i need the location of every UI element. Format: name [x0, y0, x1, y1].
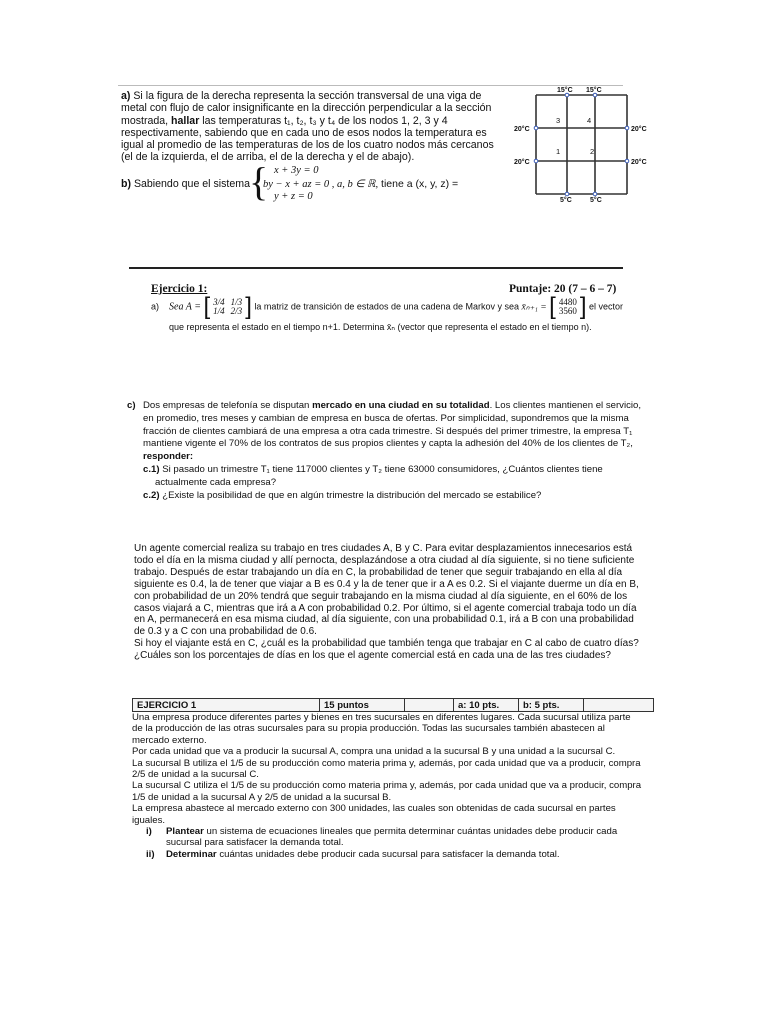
agente-problem: Un agente comercial realiza su trabajo en tres ciudades A, B y C. Para evitar desplazamientos innecesarios está todo el día en la misma ciudad y allí pernocta, desplazándose a otra ciudad al día siguiente, si no tiene suficiente trabajo. Después de estar trabajando un día en C, la probabilidad de tener que seguir trabajando en ella al día siguiente es 0.4, la de tener que viajar a B es 0.4 y la de tener que ir a A es 0.2. Si el viajante duerme un día en B, con probabilidad de un 20% tendrá que seguir trabajando en la misma ciudad al día siguiente, en el 60% de los casos viajará a C, mientras que irá a A con probabilidad 0.2. Por último, si el agente comercial trabaja todo un día en A, permanecerá en esa misma ciudad, al día siguiente, con una probabilidad 0.1, irá a B con una probabilidad de 0.3 y a C con una probabilidad de 0.6. Si hoy el viajante está en C, ¿cuál es la probabilidad que también tenga que trabajar en C al cabo de cuatro días? ¿Cuáles son los porcentajes de días en los que el agente comercial está en cada una de las tres ciudades?: [134, 543, 639, 662]
header-cell: [584, 699, 654, 712]
grid-left-temp-2: 20°C: [514, 159, 530, 166]
node-4: 4: [587, 116, 592, 125]
grid-left-temp-1: 20°C: [514, 126, 530, 133]
grid-top-temp-1: 15°C: [557, 87, 573, 94]
ejercicio-1-title: Ejercicio 1:: [151, 283, 208, 295]
matrix-a: [ 3/4 1/3 1/4 2/3 ]: [203, 293, 252, 320]
grid-top-temp-2: 15°C: [586, 87, 602, 94]
header-cell: 15 puntos: [320, 699, 405, 712]
section-b: b) Sabiendo que el sistema { x + 3y = 0 by − x + az = 0 , a, b ∈ ℝ, tiene a (x, y, z) = y + z = 0: [121, 159, 459, 204]
ejercicio-1a-line2: que representa el estado en el tiempo n+1. Determina x̄ₙ (vector que representa el estado en el tiempo n).: [169, 322, 592, 332]
grid-right-temp-2: 20°C: [631, 159, 647, 166]
system-eq-3: y + z = 0: [274, 191, 313, 202]
puntaje: Puntaje: 20 (7 – 6 – 7): [509, 283, 617, 295]
ejercicio-1b-text: Una empresa produce diferentes partes y bienes en tres sucursales en diferentes lugares. Cada sucursal utiliza parte de la producción de las otras sucursales para su propia producción. Todas las sucursales también abastecen al mercado externo. Por cada unidad que va a producir la sucursal A, compra una unidad a la sucursal B y una unidad a la sucursal C. La sucursal B utiliza el 1/5 de su producción como materia prima y, además, por cada unidad que va a producir, compra 2/5 de unidad a la sucursal C. La sucursal C utiliza el 1/5 de su producción como materia prima y, además, por cada unidad que va a producir, compra 1/5 de unidad a la sucursal A y 2/5 de unidad a la sucursal B. La empresa abastece al mercado externo con 300 unidades, las cuales son obtenidas de cada sucursal en partes iguales. i) Plantear un sistema de ecuaciones lineales que permita determinar cuántas unidades debe producir cada sucursal para satisfacer la demanda total. ii) Determinar cuántas unidades debe producir cada sucursal para satisfacer la demanda total.: [132, 712, 642, 860]
vector-xn1: [ 4480 3560 ]: [549, 293, 587, 320]
header-cell: EJERCICIO 1: [133, 699, 320, 712]
header-cell: b: 5 pts.: [519, 699, 584, 712]
header-cell: a: 10 pts.: [454, 699, 519, 712]
ejercicio-divider: [129, 267, 623, 269]
section-a-text: a) Si la figura de la derecha representa la sección transversal de una viga de metal con flujo de calor insignificante en la dirección perpendicular a la sección mostrada, hallar las temperaturas t₁, t₂, t₃ y t₄ de los nodos 1, 2, 3 y 4 respectivamente, sabiendo que en cada uno de esos nodos la temperatura es igual al promedio de las temperaturas de los de los cuatro nodos más cercanos (el de la izquierda, el de arriba, el de la derecha y el de abajo).: [121, 90, 494, 164]
section-c: c) Dos empresas de telefonía se disputan mercado en una ciudad en su totalidad. Los clientes mantienen el servicio, en promedio, tres meses y cambian de empresa en busca de ofertas. Por simplicidad, supondremos que la misma fracción de clientes cambiará de una empresa a otra cada trimestre. Si después del primer trimestre, la empresa T₁ mantiene vigente el 70% de los contratos de sus propios clientes y capta la adhesión del 40% de los clientes de T₂, responder: c.1) Si pasado un trimestre T₁ tiene 117000 clientes y T₂ tiene 63000 consumidores, ¿Cuántos clientes tiene actualmente cada empresa? c.2) ¿Existe la posibilidad de que en algún trimestre la distribución del mercado se estabilice?: [127, 400, 642, 501]
ejercicio-header-table: [132, 698, 654, 712]
grid-bottom-temp-1: 5°C: [560, 197, 572, 204]
heat-grid-figure: [510, 84, 660, 206]
grid-bottom-temp-2: 5°C: [590, 197, 602, 204]
ejercicio-1a: a) Sea A = [ 3/4 1/3 1/4 2/3 ] la matriz de transición de estados de una cadena de Markov y sea x̄ₙ₊₁ = [ 4480 3560 ] el vector: [151, 293, 624, 320]
grid-right-temp-1: 20°C: [631, 126, 647, 133]
node-3: 3: [556, 116, 561, 125]
node-1: 1: [556, 147, 561, 156]
system-eq-1: x + 3y = 0: [274, 165, 319, 176]
node-2: 2: [590, 147, 595, 156]
system-eq-2: by − x + az = 0 , a, b ∈ ℝ, tiene a (x, y, z) =: [263, 178, 459, 190]
header-cell: [405, 699, 454, 712]
system-brace: {: [249, 159, 269, 204]
